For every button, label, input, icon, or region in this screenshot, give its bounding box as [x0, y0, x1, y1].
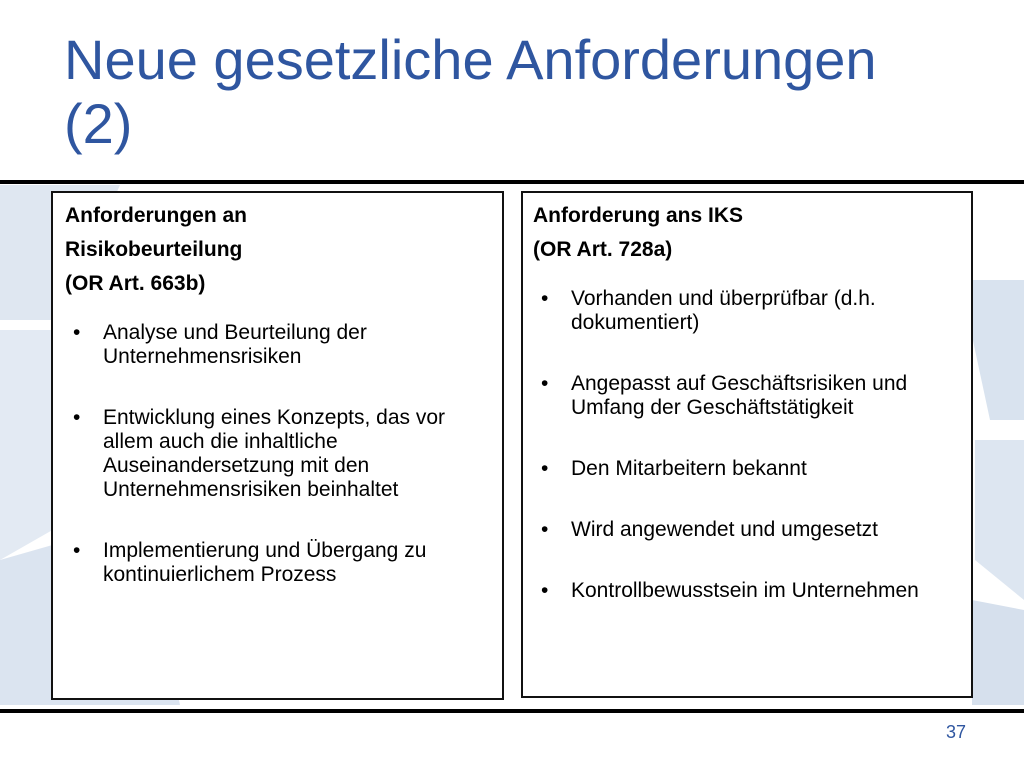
- title-line-2: (2): [64, 92, 133, 155]
- left-bullet-item: • Entwicklung eines Konzepts, das vor allem auch die inhaltliche Auseinandersetzung mit den Unternehmensrisiken beinhaltet: [65, 406, 488, 502]
- left-heading-line-3: (OR Art. 663b): [65, 272, 206, 295]
- left-bullet-item: • Analyse und Beurteilung der Unternehmensrisiken: [65, 321, 488, 369]
- left-bullet-list: [65, 321, 488, 587]
- iks-box: [521, 191, 973, 698]
- bottom-divider: [0, 709, 1024, 713]
- right-bullet-item: • Vorhanden und überprüfbar (d.h. dokumentiert): [533, 287, 957, 335]
- right-bullet-list: [533, 287, 957, 603]
- top-divider: [0, 180, 1024, 184]
- right-heading-line-2: (OR Art. 728a): [533, 238, 673, 261]
- right-bullet-item: • Angepasst auf Geschäftsrisiken und Umfang der Geschäftstätigkeit: [533, 372, 957, 420]
- left-heading-line-1: Anforderungen an: [65, 204, 247, 227]
- left-heading-line-2: Risikobeurteilung: [65, 238, 243, 261]
- right-bullet-item: • Den Mitarbeitern bekannt: [533, 457, 957, 481]
- right-bullet-item: • Wird angewendet und umgesetzt: [533, 518, 957, 542]
- page-number: 37: [945, 722, 966, 742]
- left-bullet-item: • Implementierung und Übergang zu kontinuierlichem Prozess: [65, 539, 488, 587]
- risk-assessment-box: [51, 191, 504, 700]
- right-heading-line-1: Anforderung ans IKS: [533, 204, 744, 227]
- slide-title: [64, 28, 964, 156]
- right-bullet-item: • Kontrollbewusstsein im Unternehmen: [533, 579, 957, 603]
- title-line-1: Neue gesetzliche Anforderungen: [64, 28, 877, 91]
